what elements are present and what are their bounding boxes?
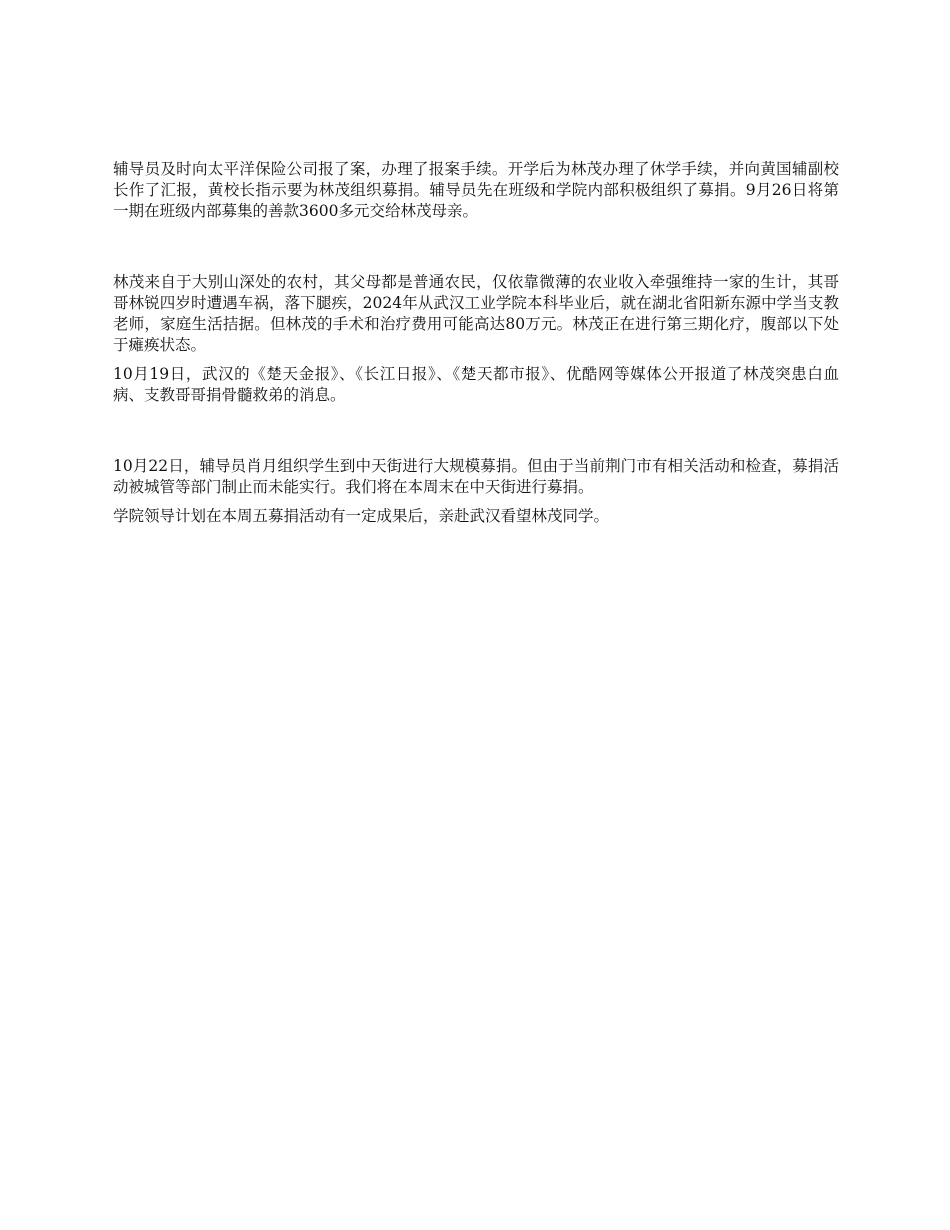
paragraph-media-coverage: 10月19日，武汉的《楚天金报》、《长江日报》、《楚天都市报》、优酷网等媒体公开报道了林茂突患白血病、支教哥哥捐骨髓救弟的消息。 xyxy=(113,365,839,404)
paragraph-insurance-report: 辅导员及时向太平洋保险公司报了案，办理了报案手续。开学后为林茂办理了休学手续，并向黄国辅副校长作了汇报，黄校长指示要为林茂组织募捐。辅导员先在班级和学院内部积极组织了募捐。9月26日将第一期在班级内部募集的善款3600多元交给林茂母亲。 xyxy=(113,160,839,220)
paragraph-street-fundraising: 10月22日，辅导员肖月组织学生到中天街进行大规模募捐。但由于当前荆门市有相关活动和检查，募捐活动被城管等部门制止而未能实行。我们将在本周末在中天街进行募捐。 xyxy=(113,457,839,496)
document-body xyxy=(113,159,839,527)
paragraph-family-background: 林茂来自于大别山深处的农村，其父母都是普通农民，仅依靠微薄的农业收入牵强维持一家的生计，其哥哥林锐四岁时遭遇车祸，落下腿疾，2024年从武汉工业学院本科毕业后，就在湖北省阳新东源中学当支教老师，家庭生活拮据。但林茂的手术和治疗费用可能高达80万元。林茂正在进行第三期化疗，腹部以下处于瘫痪状态。 xyxy=(113,273,839,354)
paragraph-leadership-visit: 学院领导计划在本周五募捐活动有一定成果后，亲赴武汉看望林茂同学。 xyxy=(113,507,610,525)
